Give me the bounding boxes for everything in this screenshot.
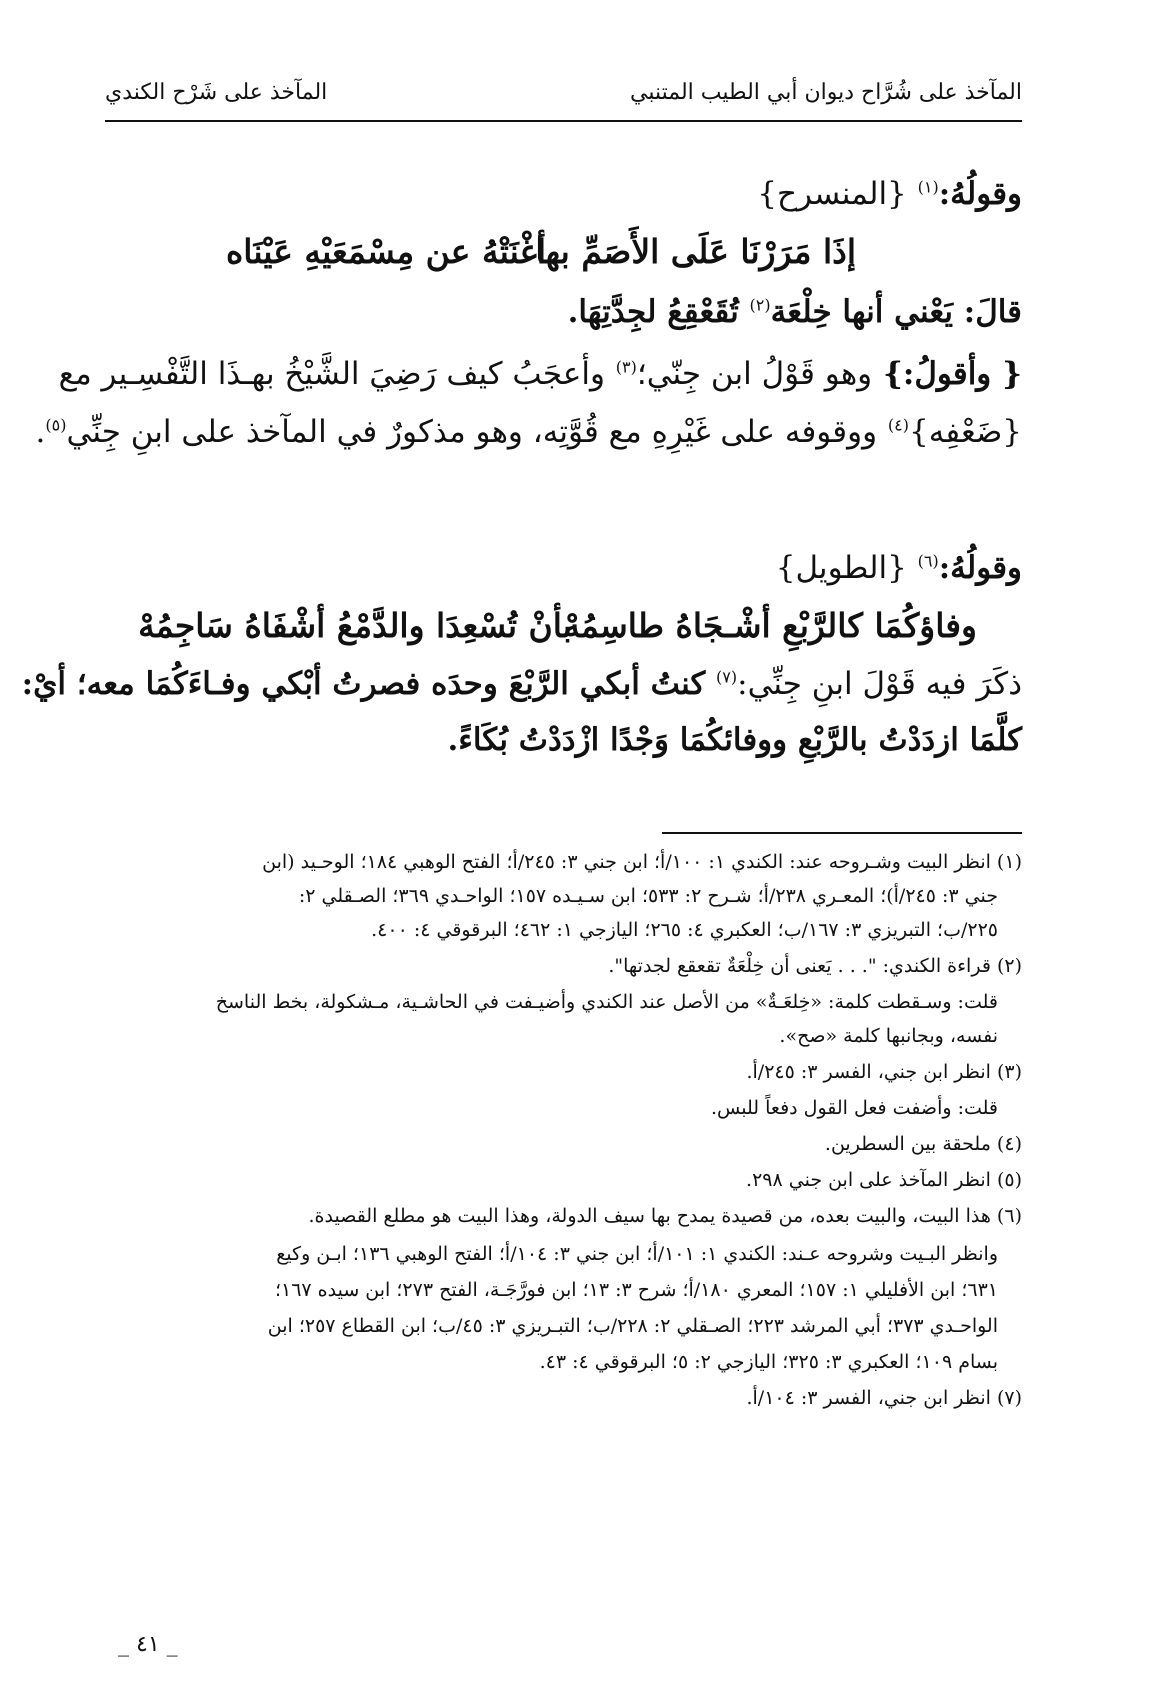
entry1-verse-second-hemistich: أغْنَتْهُ عن مِسْمَعَيْهِ عَيْنَاه	[225, 232, 546, 271]
footnote-line: (٥) انظر المآخذ على ابن جني ٢٩٨.	[746, 1169, 1022, 1191]
entry1-lead: وقولُهُ:	[938, 176, 1022, 212]
footnote-line: نفسه، وبجانبها كلمة «صح».	[779, 1025, 998, 1047]
entry2-verse-first-hemistich: وفاؤكُمَا كالرَّبْعِ أشْـجَاهُ طاسِمُهْ	[563, 606, 977, 645]
qala-label: قالَ:	[963, 294, 1022, 330]
footnote-line: (٦) هذا البيت، والبيت بعده، من قصيدة يمدح بها سيف الدولة، وهذا البيت هو مطلع القصيدة.	[308, 1205, 1022, 1227]
running-header-left: المآخذ على شَرْح الكندي	[105, 80, 328, 105]
footnote-line: (٢) قراءة الكندي: ". . . يَعنى أن خِلْعَةٌ تقعقع لجدتها".	[608, 955, 1022, 977]
entry1-aqul-line1	[58, 352, 1022, 396]
footnote-line: ٢٢٥/ب؛ التبريزي ٣: ١٦٧/ب؛ العكبري ٤: ٢٦٥؛ اليازجي ١: ٤٦٢؛ البرقوقي ٤: ٤٠٠.	[371, 919, 998, 941]
entry1-qala-line	[105, 290, 1022, 334]
aqul-line2b: ووقوفه على غَيْرِهِ مع قُوَّتِه، وهو مذكورٌ في المآخذ على ابنِ جِنِّي	[66, 414, 878, 450]
qala-text2: تُقَعْقِعُ لجِدَّتِهَا.	[567, 294, 739, 330]
footnote-line: (٧) انظر ابن جني، الفسر ٣: ١٠٤/أ.	[746, 1387, 1022, 1409]
entry1-aqul-line2	[35, 410, 1022, 454]
aqul-end: .	[35, 414, 46, 450]
footnote-separator	[662, 832, 1022, 834]
aqul-label: { وأقولُ:}	[882, 356, 1022, 392]
footnote-line: (٣) انظر ابن جني، الفسر ٣: ٢٤٥/أ.	[746, 1061, 1022, 1083]
footnote-line: وانظر البـيت وشروحه عـند: الكندي ١: ١٠١/أ؛ ابن جني ٣: ١٠٤/أ؛ الفتح الوهبي ١٣٦؛ ابـن وكيع	[276, 1243, 998, 1265]
running-header-right: المآخذ على شُرَّاح ديوان أبي الطيب المتنبي	[630, 80, 1022, 105]
entry2-verse-second-hemistich: بأنْ تُسْعِدَا والدَّمْعُ أشْفَاهُ سَاجِمُهْ	[138, 606, 572, 645]
entry2-text-line1	[21, 662, 1022, 706]
entry2-text1b: كنتُ أبكي الرَّبْعَ وحدَه فصرتُ أبْكي وفـاءَكُمَا معه؛ أيْ:	[21, 666, 706, 702]
footnote-ref-2: (٢)	[749, 295, 771, 315]
footnote-line: قلت: وأضفت فعل القول دفعاً للبس.	[711, 1097, 998, 1119]
footnote-ref-3: (٣)	[615, 357, 637, 377]
footnote-ref-7: (٧)	[716, 667, 738, 687]
entry1-heading	[105, 172, 1022, 216]
entry2-meter: {الطويل}	[775, 550, 907, 586]
footnote-line: ٦٣١؛ ابن الأفليلي ١: ١٥٧؛ المعري ١٨٠/أ؛ شرح ٣: ١٣؛ ابن فورَّجَـة، الفتح ٢٧٣؛ ابن سيده ١٦٧؛	[274, 1279, 998, 1301]
footnote-line: جني ٣: ٢٤٥/أ)؛ المعـري ٢٣٨/أ؛ شـرح ٢: ٥٣٣؛ ابن سـيـده ١٥٧؛ الواحـدي ٣٦٩؛ الصـقلي ٢:	[298, 885, 998, 907]
qala-text: يَعْني أنها خِلْعَة	[770, 294, 953, 330]
footnote-line: قلت: وسـقطت كلمة: «خِلعَـةٌ» من الأصل عند الكندي وأضيـفت في الحاشـية، مـشكولة، بخط الناسخ	[215, 991, 998, 1013]
entry2-lead: وقولُهُ:	[938, 550, 1022, 586]
footnote-line: الواحـدي ٣٧٣؛ أبي المرشد ٢٢٣؛ الصـقلي ٢: ٢٢٨/ب؛ التبـريزي ٣: ٤٥/ب؛ ابن القطاع ٢٥٧؛ ابن	[267, 1315, 998, 1337]
aqul-text1: وهو قَوْلُ ابن جِنّي؛	[636, 356, 873, 392]
footnote-line: (١) انظر البيت وشـروحه عند: الكندي ١: ١٠٠/أ؛ ابن جني ٣: ٢٤٥/أ؛ الفتح الوهبي ١٨٤؛ الوحـيد (ابن	[262, 851, 1022, 873]
footnote-ref-5: (٥)	[45, 415, 67, 435]
entry2-text-line2: كلَّمَا ازدَدْتُ بالرَّبْعِ ووفائكُمَا وَجْدًا ازْدَدْتُ بُكَاءً.	[447, 722, 1022, 758]
footnote-ref-1: (١)	[917, 177, 939, 197]
aqul-text2: وأعجَبُ كيف رَضِيَ الشَّيْخُ بهـذَا التَّفْسِـير مع	[58, 356, 605, 392]
aqul-line2a: {ضَعْفِه}	[908, 414, 1022, 450]
footnote-line: بسام ١٠٩؛ العكبري ٣: ٣٢٥؛ اليازجي ٢: ٥؛ البرقوقي ٤: ٤٣.	[539, 1351, 998, 1373]
page-number: _ ٤١ _	[118, 1632, 178, 1657]
header-rule	[105, 120, 1022, 122]
entry2-heading	[105, 546, 1022, 590]
footnote-ref-6: (٦)	[917, 551, 939, 571]
footnote-line: (٤) ملحقة بين السطرين.	[824, 1133, 1022, 1155]
footnote-ref-4: (٤)	[887, 415, 909, 435]
entry2-text1a: ذكَرَ فيه قَوْلَ ابنِ جِنِّي:	[737, 666, 1022, 702]
entry1-meter: {المنسرح}	[757, 176, 907, 212]
entry1-verse-first-hemistich: إذَا مَرَرْنَا عَلَى الأَصَمِّ بها	[535, 232, 856, 271]
